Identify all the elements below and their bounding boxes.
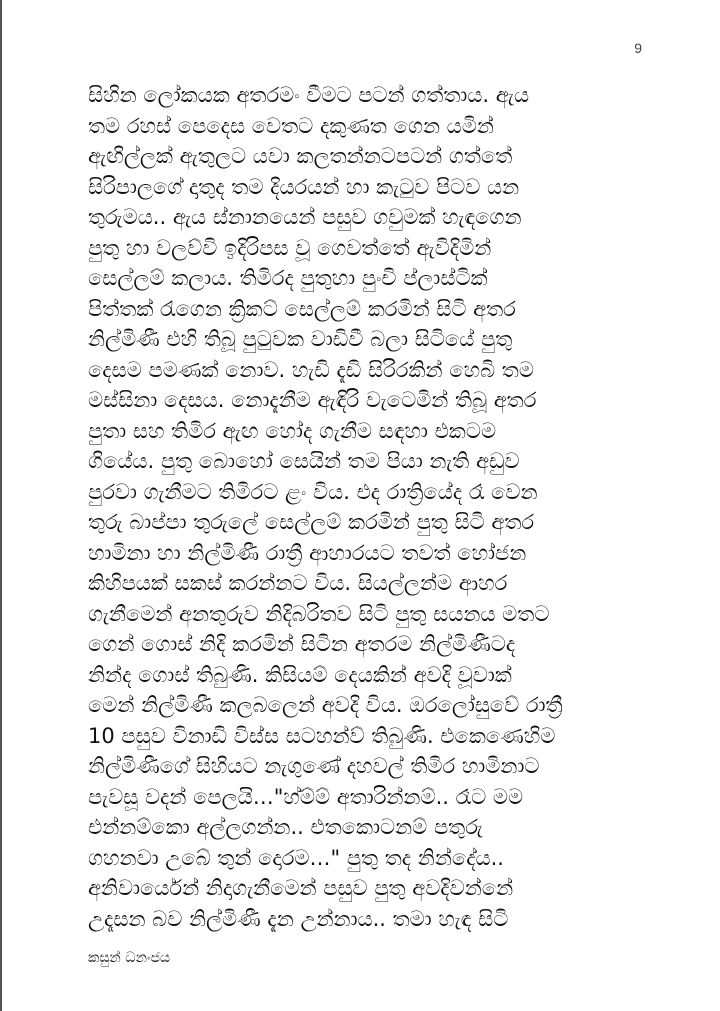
text-line: ගැනීමෙන් අනතුරුව නිදිබරිතව සිටි පුතු සයනය මතට [88, 601, 550, 626]
text-line: සිහින ලෝකයක අතරමං වීමට පටන් ගත්තාය. ඇය [88, 83, 530, 107]
text-line: පුරවා ගැනීමට තිමිරට ළං විය. එද රාත්‍රියේද රෑ වෙන [88, 479, 538, 504]
text-line: ගියේය. පුතු බොහෝ සෙයින් තම පියා නැති අඩුව [88, 449, 520, 473]
text-line: නින්ද ගොස් තිබුණි. කිසියම් දෙයකින් අවදි වූවාක් [88, 662, 512, 687]
text-line: තම රහස් පෙදෙස වෙතට දකුණත ගෙන යමින් [88, 113, 494, 138]
text-line: 10 පසුව විනාඩි විස්ස සටහන්ව් තිබුණි. එකෙණෙහිම [88, 723, 556, 748]
text-line: පුතා සහ තිමිර ඇඟ හෝද ගැනීම සඳහා එකටම [88, 418, 497, 443]
body-text [88, 80, 648, 934]
text-line: ඇඟිල්ලක් ඇතුලට යවා කලතන්නටපටන් ගත්තේ [88, 144, 513, 168]
text-line: අනිවාර්යෙන් නිදාගැනීමෙන් පසුව පුතු අවදිවන්නේ [88, 876, 514, 900]
page-number: 9 [634, 40, 642, 56]
text-line: ගහනවා උබේ තුන් දොරම…" පුතු තද නින්දේය.. [88, 845, 504, 870]
text-line: කිහිපයක් සකස් කරන්නට විය. සියල්ලන්ම ආහර [88, 571, 508, 595]
text-line: තුරුමය.. ඇය ස්නානයෙන් පසුව ගවුමක් හැඳගෙන [88, 205, 522, 229]
text-line: පුතු හා වලව්වි ඉදිරිපස වූ ගෙවත්තේ ඇවිදිමින් [88, 235, 492, 260]
text-line: තුරු බාප්පා තුරුලේ සෙල්ලම් කරමින් පුතු සිටි අතර [88, 510, 535, 534]
text-line: ගෙන් ගොස් නිදි කරමින් සිටින අතරම නිල්මිණීටද [88, 632, 516, 656]
page-left-border [0, 0, 2, 1011]
text-line: එන්නම්කො අල්ලගන්න.. එතකොටනම් පතුරු [88, 815, 483, 839]
text-line: දෙසම පමණක් නොව. හැඩි දැඩි සිරිරකින් හෙබි තම [88, 357, 534, 382]
text-line: උදෑසන බව නිල්මිණී දැන උන්නාය.. තමා හැඳ සිටි [88, 906, 509, 931]
text-line: සිරිපාලගේ දාතුද තම දියරයන් හා කැටුව පිටව යන [88, 174, 520, 199]
text-line: පිත්තක් රැගෙන ක්‍රිකට් සෙල්ලම් කරමින් සිටි අතර [88, 296, 516, 321]
text-line: පැවසූ වදන් පෙලයි…"හ්ම්ම් අතාරින්නම්.. රෑට මම [88, 784, 524, 809]
text-line: මස්සිනා දෙසය. නොදැනීම ඇඳිරි වැටෙමින් තිබූ අතර [88, 388, 537, 412]
text-line: සෙල්ලම් කලාය. තිමිරද පුතුහා පුංචි ප්ලාස්ටික් [88, 266, 488, 290]
text-line: හාමිනා හා නිල්මිණී රාත්‍රී ආහාරයට තවත් හෝජන [88, 540, 527, 565]
text-line: මෙන් නිල්මිණී කලබලෙන් අවදි විය. ඔරලෝසුවේ රාත්‍රී [88, 693, 563, 717]
page-footer-author: කසුන් ධනංජය [88, 950, 171, 966]
text-line: නිල්මිණී එහි තිබූ පුටුවක වාඩිවී බලා සිටියේ පුතු [88, 327, 513, 351]
text-line: නිල්මිණීගේ සිහියට නැගුණේ දහවල් තිමිර හාමිනාට [88, 754, 540, 778]
